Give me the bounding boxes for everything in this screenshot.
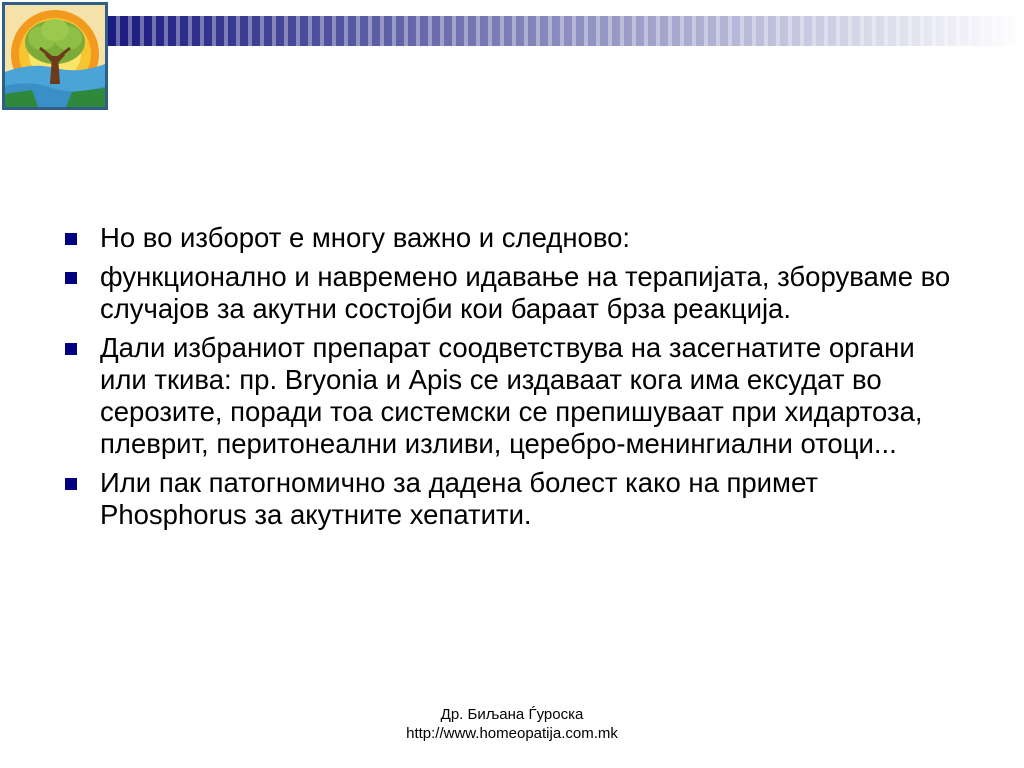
bullet-text: Дали избраниот препарат соодветствува на засегнатите органи или ткива: пр. Bryonia и Apis се издаваат кога има ексудат во серозите, поради тоа системски се препишуваат при хидартоза, плеврит, перитонеални изливи, церебро-менингиални отоци... — [100, 332, 923, 459]
square-bullet-icon — [65, 233, 77, 245]
footer-author: Др. Биљана Ѓуроска — [440, 706, 584, 723]
list-item — [62, 332, 962, 460]
header-gradient-bar — [108, 16, 1024, 46]
bullet-text: функционално и навремено идавање на терапијата, зборуваме во случајов за акутни состојби кои бараат брза реакција. — [100, 261, 951, 324]
square-bullet-icon — [65, 272, 77, 284]
footer-url[interactable]: http://www.homeopatija.com.mk — [406, 725, 618, 742]
tree-sun-water-logo-icon — [2, 2, 108, 110]
bullet-text: Или пак патогномично за дадена болест како на примет Phosphorus за акутните хепатити. — [100, 467, 818, 530]
square-bullet-icon — [65, 478, 77, 490]
square-bullet-icon — [65, 343, 77, 355]
list-item — [62, 261, 962, 325]
bullet-text: Но во изборот е многу важно и следново: — [100, 222, 631, 253]
footer — [312, 705, 712, 743]
list-item — [62, 467, 962, 531]
list-item — [62, 222, 962, 254]
bullet-list — [62, 222, 962, 538]
